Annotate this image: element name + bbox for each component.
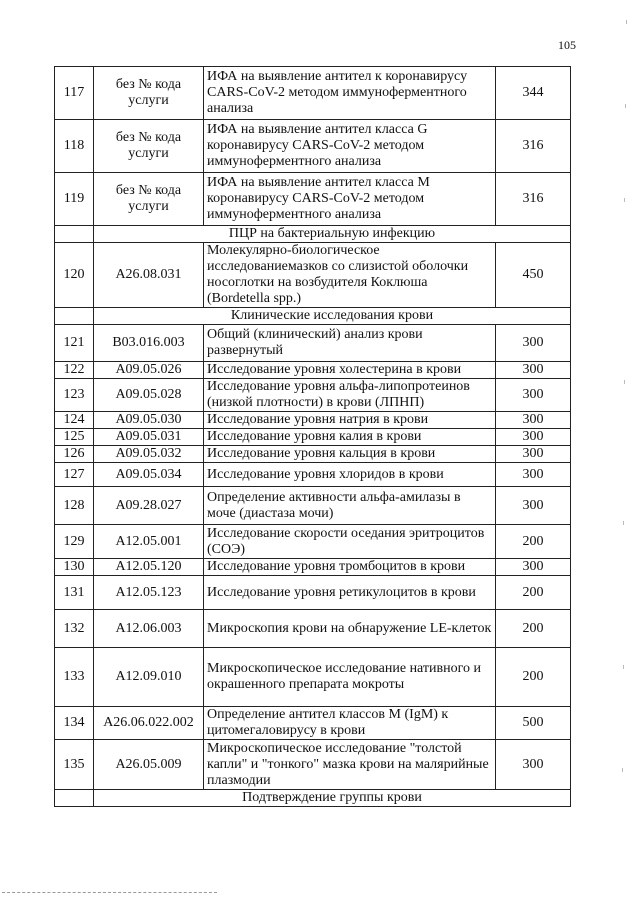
service-name-cell: Исследование уровня альфа-липопротеинов (низкой плотности) в крови (ЛПНП) [204,379,496,412]
service-code-cell: A12.05.123 [94,576,204,610]
section-title: ПЦР на бактериальную инфекцию [94,226,571,243]
price-cell: 300 [496,463,571,487]
service-row [55,173,571,226]
row-number-cell: 133 [55,648,94,707]
scan-mark [622,768,626,772]
service-name-cell: Исследование уровня хлоридов в крови [204,463,496,487]
service-name-cell: Исследование уровня натрия в крови [204,412,496,429]
service-name-cell: Исследование уровня кальция в крови [204,446,496,463]
service-name-cell: ИФА на выявление антител класса M коронавирусу CARS-CoV-2 методом иммуноферментного анализа [204,173,496,226]
price-cell: 316 [496,120,571,173]
service-row [55,67,571,120]
row-number-cell: 132 [55,610,94,648]
row-number-cell: 119 [55,173,94,226]
service-code-cell: A09.05.031 [94,429,204,446]
service-code-cell: без № кода услуги [94,67,204,120]
service-code-cell: A26.05.009 [94,740,204,790]
row-number-cell: 128 [55,487,94,525]
section-empty-cell [55,226,94,243]
service-code-cell: A09.28.027 [94,487,204,525]
service-name-cell: Микроскопия крови на обнаружение LE-клеток [204,610,496,648]
service-name-cell: Исследование уровня калия в крови [204,429,496,446]
price-cell: 300 [496,325,571,362]
service-code-cell: A12.09.010 [94,648,204,707]
price-cell: 300 [496,446,571,463]
service-row [55,379,571,412]
service-name-cell: ИФА на выявление антител к коронавирусу CARS-CoV-2 методом иммуноферментного анализа [204,67,496,120]
price-cell: 300 [496,379,571,412]
service-name-cell: Исследование уровня тромбоцитов в крови [204,559,496,576]
row-number-cell: 121 [55,325,94,362]
section-title: Клинические исследования крови [94,308,571,325]
row-number-cell: 127 [55,463,94,487]
service-code-cell: A09.05.026 [94,362,204,379]
row-number-cell: 135 [55,740,94,790]
price-cell: 300 [496,740,571,790]
service-code-cell: без № кода услуги [94,120,204,173]
price-cell: 300 [496,487,571,525]
price-cell: 500 [496,707,571,740]
service-row [55,412,571,429]
service-code-cell: A12.06.003 [94,610,204,648]
service-name-cell: Микроскопическое исследование "толстой капли" и "тонкого" мазка крови на малярийные плазмодии [204,740,496,790]
row-number-cell: 134 [55,707,94,740]
scan-mark [624,380,628,384]
service-code-cell: без № кода услуги [94,173,204,226]
service-row [55,648,571,707]
service-name-cell: Микроскопическое исследование нативного и окрашенного препарата мокроты [204,648,496,707]
row-number-cell: 129 [55,525,94,559]
section-row [55,790,571,807]
price-cell: 200 [496,576,571,610]
service-row [55,576,571,610]
scan-mark [625,104,629,108]
service-name-cell: Молекулярно-биологическое исследованиемазков со слизистой оболочки носоглотки на возбудителя Коклюша (Bordetella spp.) [204,243,496,308]
row-number-cell: 130 [55,559,94,576]
service-name-cell: Определение антител классов M (IgM) к цитомегаловирусу в крови [204,707,496,740]
service-name-cell: Исследование скорости оседания эритроцитов (СОЭ) [204,525,496,559]
row-number-cell: 131 [55,576,94,610]
service-row [55,707,571,740]
service-row [55,429,571,446]
row-number-cell: 123 [55,379,94,412]
price-cell: 200 [496,648,571,707]
service-name-cell: Исследование уровня холестерина в крови [204,362,496,379]
service-code-cell: A09.05.034 [94,463,204,487]
service-row [55,740,571,790]
service-code-cell: A12.05.120 [94,559,204,576]
service-row [55,463,571,487]
service-code-cell: A09.05.032 [94,446,204,463]
table-body [55,67,571,807]
price-cell: 300 [496,429,571,446]
service-code-cell: A09.05.028 [94,379,204,412]
row-number-cell: 122 [55,362,94,379]
service-name-cell: Общий (клинический) анализ крови развернутый [204,325,496,362]
footer-rule [2,892,217,893]
price-cell: 300 [496,362,571,379]
row-number-cell: 124 [55,412,94,429]
service-code-cell: B03.016.003 [94,325,204,362]
row-number-cell: 126 [55,446,94,463]
service-name-cell: ИФА на выявление антител класса G коронавирусу CARS-CoV-2 методом иммуноферментного анализа [204,120,496,173]
scan-mark [623,521,627,525]
scan-mark [624,198,628,202]
section-empty-cell [55,308,94,325]
price-cell: 344 [496,67,571,120]
service-name-cell: Определение активности альфа-амилазы в моче (диастаза мочи) [204,487,496,525]
row-number-cell: 118 [55,120,94,173]
service-row [55,487,571,525]
row-number-cell: 125 [55,429,94,446]
service-code-cell: A09.05.030 [94,412,204,429]
service-row [55,120,571,173]
section-row [55,308,571,325]
scan-mark [623,665,627,669]
service-code-cell: A12.05.001 [94,525,204,559]
services-price-table [54,66,571,807]
scan-mark [626,20,630,24]
service-row [55,243,571,308]
price-cell: 450 [496,243,571,308]
section-row [55,226,571,243]
section-empty-cell [55,790,94,807]
service-code-cell: A26.06.022.002 [94,707,204,740]
page-number: 105 [558,38,576,52]
service-row [55,325,571,362]
service-row [55,525,571,559]
service-row [55,559,571,576]
price-cell: 200 [496,525,571,559]
price-cell: 316 [496,173,571,226]
service-name-cell: Исследование уровня ретикулоцитов в крови [204,576,496,610]
row-number-cell: 120 [55,243,94,308]
row-number-cell: 117 [55,67,94,120]
service-code-cell: A26.08.031 [94,243,204,308]
service-row [55,610,571,648]
price-cell: 300 [496,412,571,429]
service-row [55,446,571,463]
service-row [55,362,571,379]
price-cell: 300 [496,559,571,576]
section-title: Подтверждение группы крови [94,790,571,807]
price-cell: 200 [496,610,571,648]
